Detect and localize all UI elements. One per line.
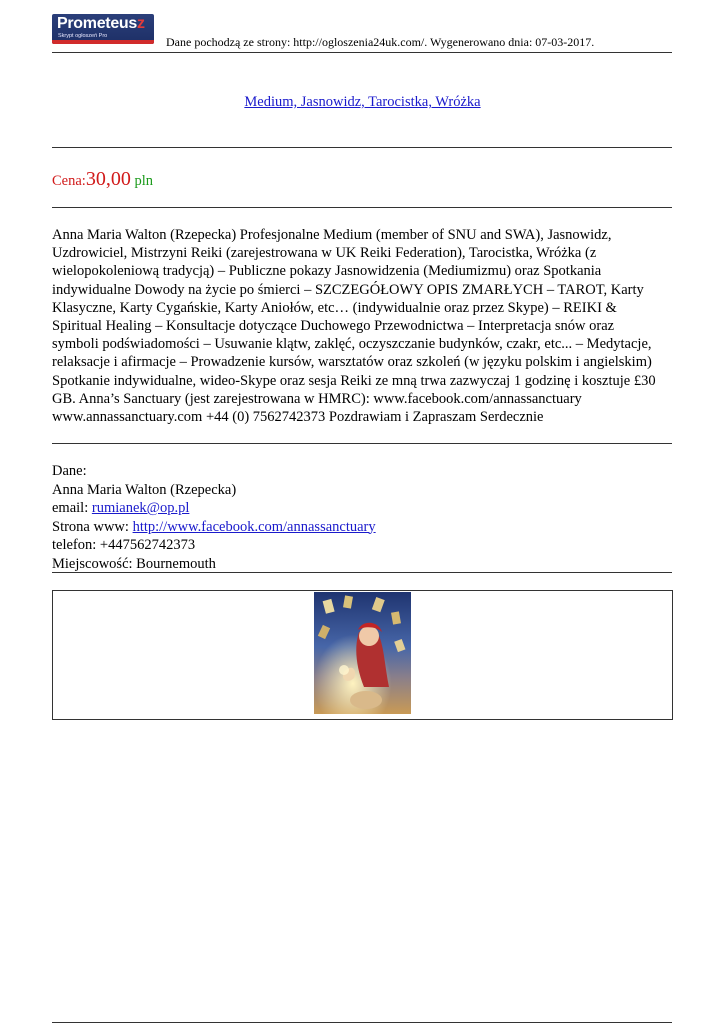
description-line: wielopokoleniową tradycją) – Publiczne pokazy Jasnowidzenia (Mediumizmu) oraz Spotkania [52,263,602,280]
image-box [52,590,673,720]
listing-title-link[interactable]: Medium, Jasnowidz, Tarocistka, Wróżka [244,94,481,110]
city-value: Bournemouth [136,555,216,572]
price-currency: pln [130,173,153,189]
www-label: Strona www: [52,518,133,535]
description-line: symboli podświadomości – Usuwanie klątw, zaklęć, oczyszczanie budynków, czakr, etc... – Medytacje, [52,336,652,353]
prometeusz-logo [52,14,154,44]
listing-description [52,226,677,426]
logo-wordmark: Prometeusz [57,15,145,32]
source-info: Dane pochodzą ze strony: http://ogloszenia24uk.com/. Wygenerowano dnia: 07-03-2017. [166,35,595,49]
contact-email-row [52,499,376,518]
contact-name: Anna Maria Walton (Rzepecka) [52,481,237,498]
divider [52,207,672,208]
contact-www-row [52,518,376,537]
description-line: Klasyczne, Karty Cygańskie, Karty Aniołów, etc… (indywidualnie oraz przez Skype) – REIKI & [52,299,617,316]
email-link[interactable]: rumianek@op.pl [91,500,190,516]
divider [52,572,672,573]
price [52,168,153,191]
header-divider [52,52,672,53]
description-line: Spiritual Healing – Konsultacje dotyczące Duchowego Przewodnictwa – Interpretacja snów oraz [52,318,615,335]
divider [52,147,672,148]
logo-tagline: Skrypt ogłoszeń Pro [58,33,108,39]
description-line: Anna Maria Walton (Rzepecka) Profesjonalne Medium (member of SNU and SWA), Jasnowidz, [52,227,612,243]
divider [52,443,672,444]
listing-photo[interactable] [314,592,411,714]
contact-phone-row [52,536,376,555]
description-line: Spotkanie indywidualne, wideo-Skype oraz sesja Reiki ze mną trwa zazwyczaj 1 godzinę i kosztuje £30 [52,372,656,389]
listing-photo-art [314,592,411,714]
email-label: email: [52,500,92,516]
description-line: GB. Anna’s Sanctuary (jest zarejestrowana w HMRC): www.facebook.com/annassanctuary [52,390,582,407]
contact-city-row [52,555,376,574]
contact-heading: Dane: [52,463,87,479]
price-label: Cena: [52,173,86,189]
description-line: www.annassanctuary.com +44 (0) 7562742373 Pozdrawiam i Zapraszam Serdecznie [52,409,544,426]
city-label: Miejscowość: [52,555,137,572]
footer-divider [52,1022,672,1023]
contact-block [52,462,376,573]
price-value: 30,00 [85,168,131,190]
phone-value: +447562742373 [99,537,196,553]
description-line: relaksacje i afirmacje – Prowadzenie kursów, warsztatów oraz szkoleń (w języku polskim i angielskim) [52,354,652,371]
phone-label: telefon: [52,537,100,553]
description-line: Uzdrowiciel, Mistrzyni Reiki (zarejestrowana w UK Reiki Federation), Tarocistka, Wróżka (z [52,245,597,262]
description-line: indywidualne Dowody na życie po śmierci – SZCZEGÓŁOWY OPIS ZMARŁYCH – TAROT, Karty [52,281,644,298]
www-link[interactable]: http://www.facebook.com/annassanctuary [132,518,376,535]
